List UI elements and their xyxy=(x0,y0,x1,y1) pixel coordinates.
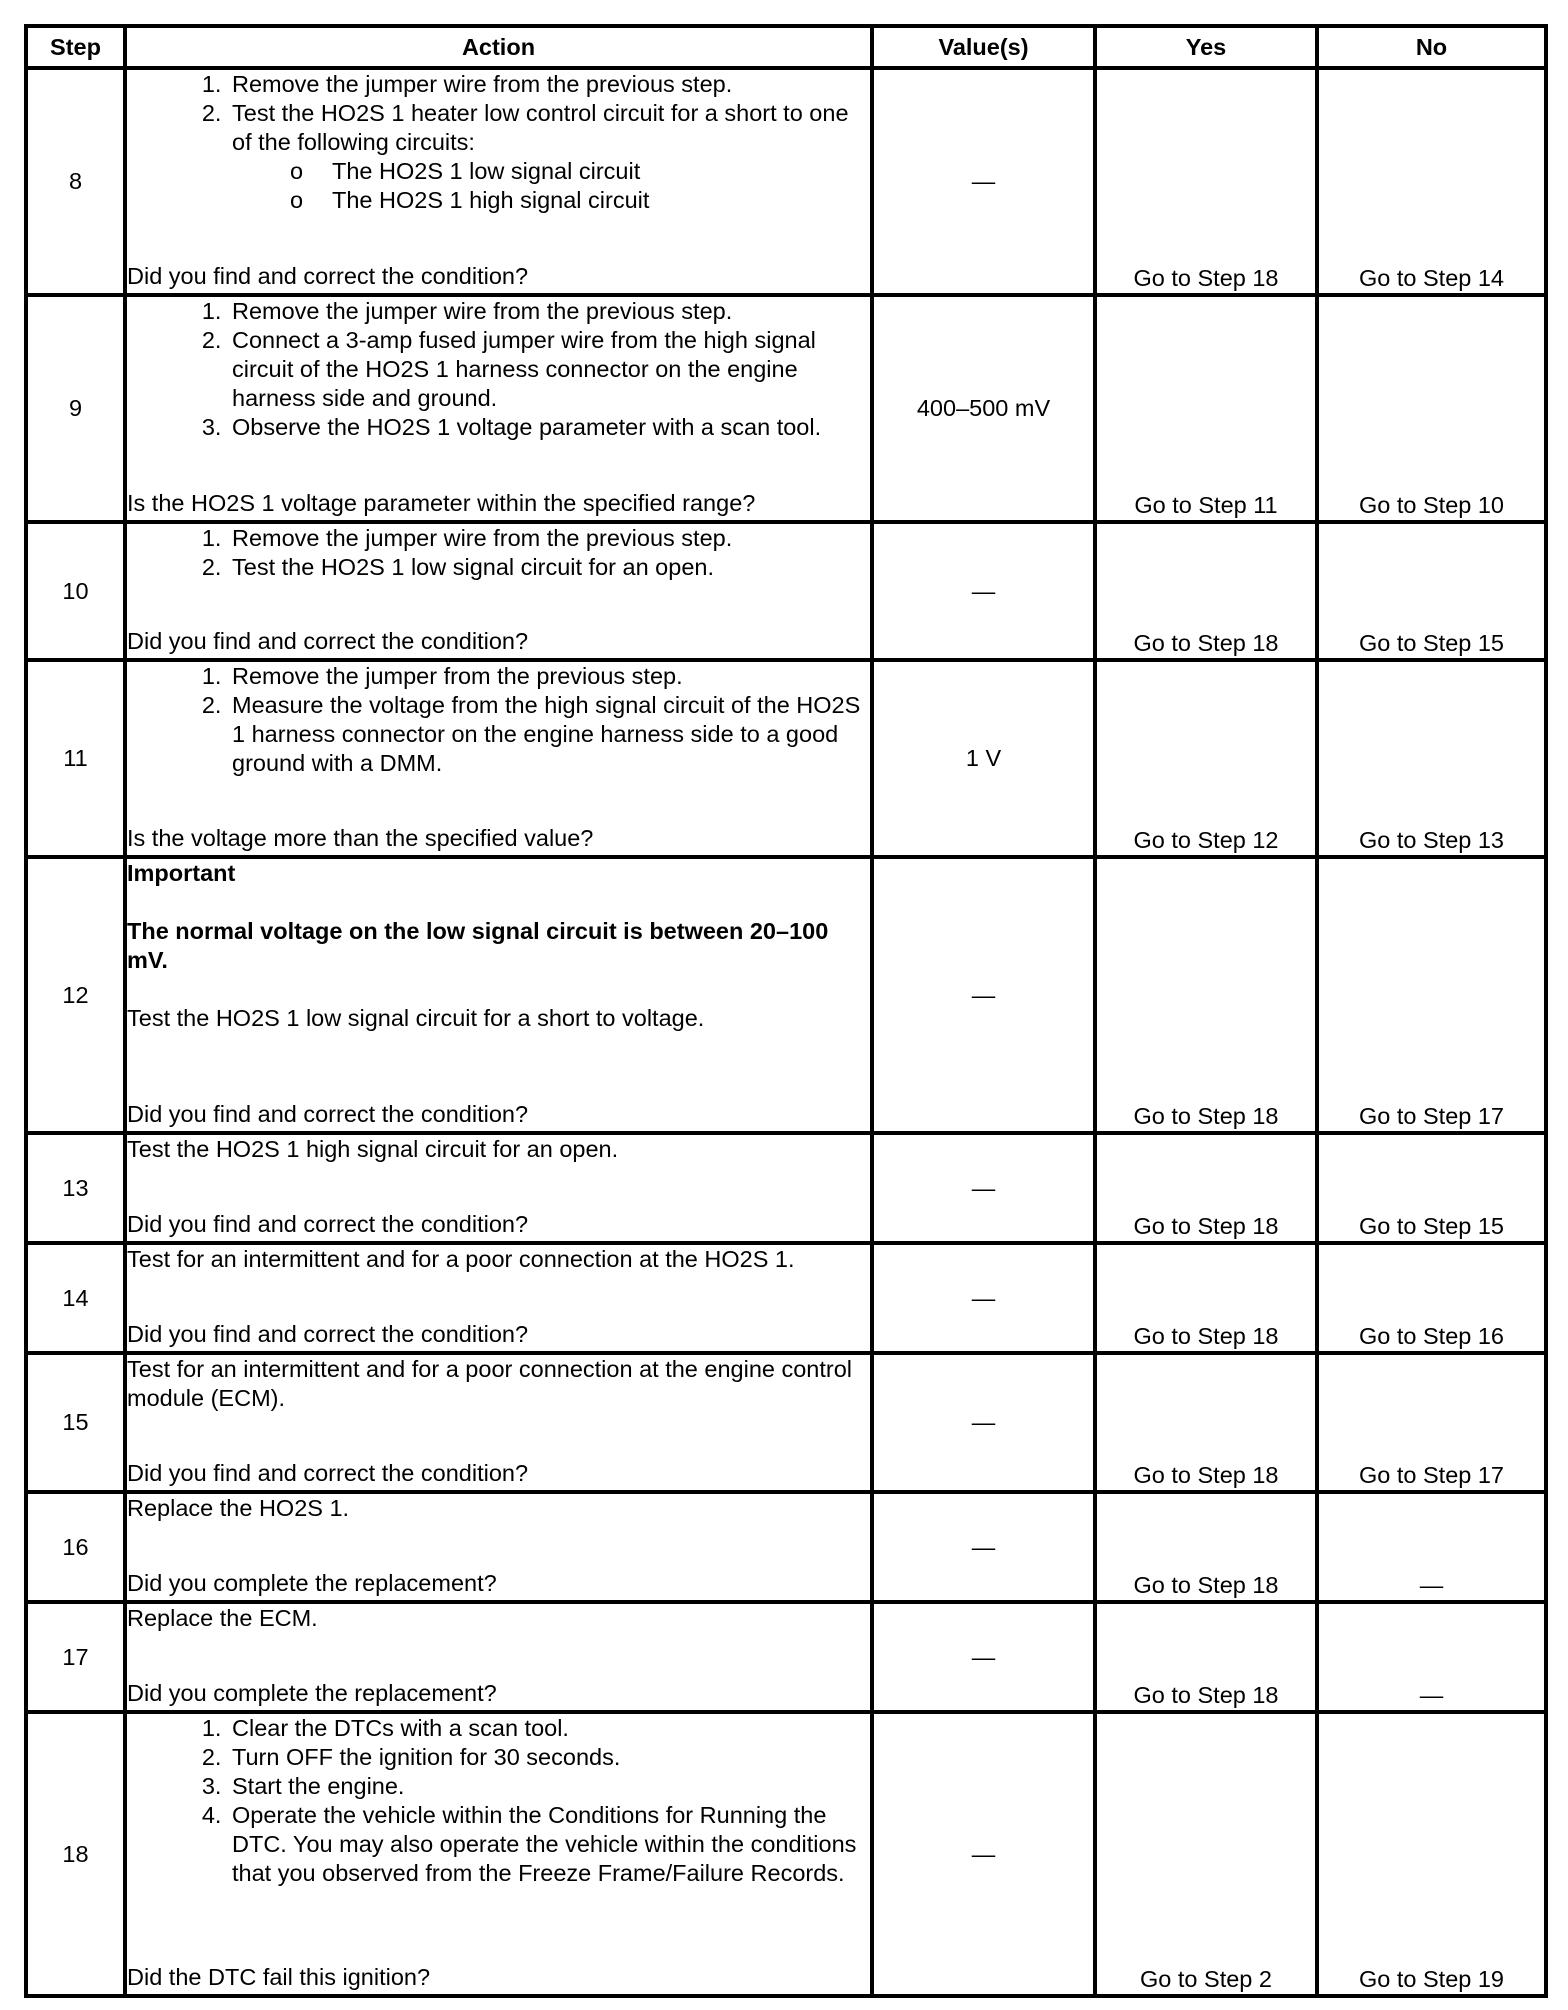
table-row xyxy=(26,1133,1546,1243)
no-cell: Go to Step 14 xyxy=(1317,68,1546,295)
action-question: Did you complete the replacement? xyxy=(127,1680,497,1706)
yes-cell: Go to Step 18 xyxy=(1095,857,1317,1133)
action-text: Test the HO2S 1 low signal circuit for a short to voltage. xyxy=(127,1005,705,1031)
sub-list xyxy=(232,157,870,215)
value-cell: — xyxy=(872,1712,1095,1996)
action-question: Did you find and correct the condition? xyxy=(127,263,529,289)
step-number: 17 xyxy=(26,1602,125,1712)
table-row xyxy=(26,1243,1546,1353)
action-steps xyxy=(127,524,870,582)
header-yes: Yes xyxy=(1095,26,1317,68)
value-cell: — xyxy=(872,68,1095,295)
list-item: 1. Remove the jumper wire from the previous step. xyxy=(228,524,870,553)
no-cell: Go to Step 10 xyxy=(1317,295,1546,522)
list-item: 2. Turn OFF the ignition for 30 seconds. xyxy=(228,1743,870,1772)
value-cell: 1 V xyxy=(872,660,1095,857)
header-row xyxy=(26,26,1546,68)
yes-cell: Go to Step 12 xyxy=(1095,660,1317,857)
action-steps xyxy=(127,1714,870,1888)
action-question: Did you find and correct the condition? xyxy=(127,1101,529,1127)
list-item: 1. Remove the jumper wire from the previous step. xyxy=(228,297,870,326)
step-number: 12 xyxy=(26,857,125,1133)
table-row xyxy=(26,660,1546,857)
header-step: Step xyxy=(26,26,125,68)
action-question: Is the HO2S 1 voltage parameter within the specified range? xyxy=(127,490,756,516)
yes-cell: Go to Step 18 xyxy=(1095,1492,1317,1602)
table-row xyxy=(26,295,1546,522)
step-number: 9 xyxy=(26,295,125,522)
yes-cell: Go to Step 18 xyxy=(1095,1133,1317,1243)
value-cell: — xyxy=(872,1243,1095,1353)
list-item xyxy=(228,99,870,215)
action-text: Replace the HO2S 1. xyxy=(127,1495,350,1521)
no-cell: Go to Step 17 xyxy=(1317,1353,1546,1492)
header-action: Action xyxy=(125,26,872,68)
yes-cell: Go to Step 18 xyxy=(1095,1602,1317,1712)
list-item: 3. Start the engine. xyxy=(228,1772,870,1801)
step-number: 18 xyxy=(26,1712,125,1996)
action-cell xyxy=(125,1353,872,1492)
list-item: 1. Remove the jumper from the previous step. xyxy=(228,662,870,691)
table-row xyxy=(26,1712,1546,1996)
action-question: Did the DTC fail this ignition? xyxy=(127,1964,431,1990)
important-label: Important xyxy=(127,860,236,886)
action-steps xyxy=(127,662,870,778)
action-question: Is the voltage more than the specified value? xyxy=(127,825,594,851)
list-item: 2. Test the HO2S 1 low signal circuit for an open. xyxy=(228,553,870,582)
action-text: Replace the ECM. xyxy=(127,1605,318,1631)
value-cell: — xyxy=(872,522,1095,660)
header-values: Value(s) xyxy=(872,26,1095,68)
yes-cell: Go to Step 11 xyxy=(1095,295,1317,522)
yes-cell: Go to Step 18 xyxy=(1095,68,1317,295)
important-note: The normal voltage on the low signal circuit is between 20–100 mV. xyxy=(127,918,829,973)
yes-cell: Go to Step 18 xyxy=(1095,1353,1317,1492)
action-question: Did you find and correct the condition? xyxy=(127,628,529,654)
no-cell: Go to Step 16 xyxy=(1317,1243,1546,1353)
action-cell xyxy=(125,522,872,660)
value-cell: 400–500 mV xyxy=(872,295,1095,522)
yes-cell: Go to Step 18 xyxy=(1095,1243,1317,1353)
no-cell: Go to Step 19 xyxy=(1317,1712,1546,1996)
action-question: Did you find and correct the condition? xyxy=(127,1460,529,1486)
list-item: 2. Connect a 3-amp fused jumper wire from the high signal circuit of the HO2S 1 harness connector on the engine harness side and ground. xyxy=(228,326,870,413)
action-cell xyxy=(125,1712,872,1996)
list-item: 1. Clear the DTCs with a scan tool. xyxy=(228,1714,870,1743)
step-number: 11 xyxy=(26,660,125,857)
action-cell xyxy=(125,857,872,1133)
diagnostic-table xyxy=(24,24,1548,1998)
list-item: 4. Operate the vehicle within the Conditions for Running the DTC. You may also operate the vehicle within the conditions that you observed from the Freeze Frame/Failure Records. xyxy=(228,1801,870,1888)
table-row xyxy=(26,1353,1546,1492)
step-number: 8 xyxy=(26,68,125,295)
action-cell xyxy=(125,1243,872,1353)
action-cell xyxy=(125,295,872,522)
action-steps xyxy=(127,70,870,215)
step-number: 10 xyxy=(26,522,125,660)
list-item: 2. Measure the voltage from the high signal circuit of the HO2S 1 harness connector on the engine harness side to a good ground with a DMM. xyxy=(228,691,870,778)
value-cell: — xyxy=(872,1353,1095,1492)
value-cell: — xyxy=(872,1602,1095,1712)
yes-cell: Go to Step 18 xyxy=(1095,522,1317,660)
list-item: 3. Observe the HO2S 1 voltage parameter with a scan tool. xyxy=(228,413,870,442)
action-steps xyxy=(127,297,870,442)
step-number: 15 xyxy=(26,1353,125,1492)
no-cell: Go to Step 15 xyxy=(1317,522,1546,660)
value-cell: — xyxy=(872,857,1095,1133)
sub-list-item: o The HO2S 1 high signal circuit xyxy=(290,186,870,215)
table-row xyxy=(26,1602,1546,1712)
action-question: Did you find and correct the condition? xyxy=(127,1321,529,1347)
step-number: 13 xyxy=(26,1133,125,1243)
header-no: No xyxy=(1317,26,1546,68)
list-item: 1. Remove the jumper wire from the previous step. xyxy=(228,70,870,99)
list-item-text: Test the HO2S 1 heater low control circuit for a short to one of the following circuits: xyxy=(232,100,849,155)
action-question: Did you find and correct the condition? xyxy=(127,1211,529,1237)
value-cell: — xyxy=(872,1492,1095,1602)
no-cell: — xyxy=(1317,1492,1546,1602)
action-question: Did you complete the replacement? xyxy=(127,1570,497,1596)
no-cell: Go to Step 17 xyxy=(1317,857,1546,1133)
action-text: Test for an intermittent and for a poor connection at the engine control module (ECM). xyxy=(127,1356,853,1411)
no-cell: Go to Step 15 xyxy=(1317,1133,1546,1243)
action-cell xyxy=(125,1602,872,1712)
step-number: 16 xyxy=(26,1492,125,1602)
action-text: Test the HO2S 1 high signal circuit for an open. xyxy=(127,1136,619,1162)
action-cell xyxy=(125,660,872,857)
action-cell xyxy=(125,68,872,295)
table-row xyxy=(26,857,1546,1133)
value-cell: — xyxy=(872,1133,1095,1243)
table-row xyxy=(26,522,1546,660)
step-number: 14 xyxy=(26,1243,125,1353)
table-row xyxy=(26,68,1546,295)
yes-cell: Go to Step 2 xyxy=(1095,1712,1317,1996)
no-cell: — xyxy=(1317,1602,1546,1712)
no-cell: Go to Step 13 xyxy=(1317,660,1546,857)
action-cell xyxy=(125,1492,872,1602)
table-row xyxy=(26,1492,1546,1602)
sub-list-item: o The HO2S 1 low signal circuit xyxy=(290,157,870,186)
action-text: Test for an intermittent and for a poor connection at the HO2S 1. xyxy=(127,1246,795,1272)
action-cell xyxy=(125,1133,872,1243)
